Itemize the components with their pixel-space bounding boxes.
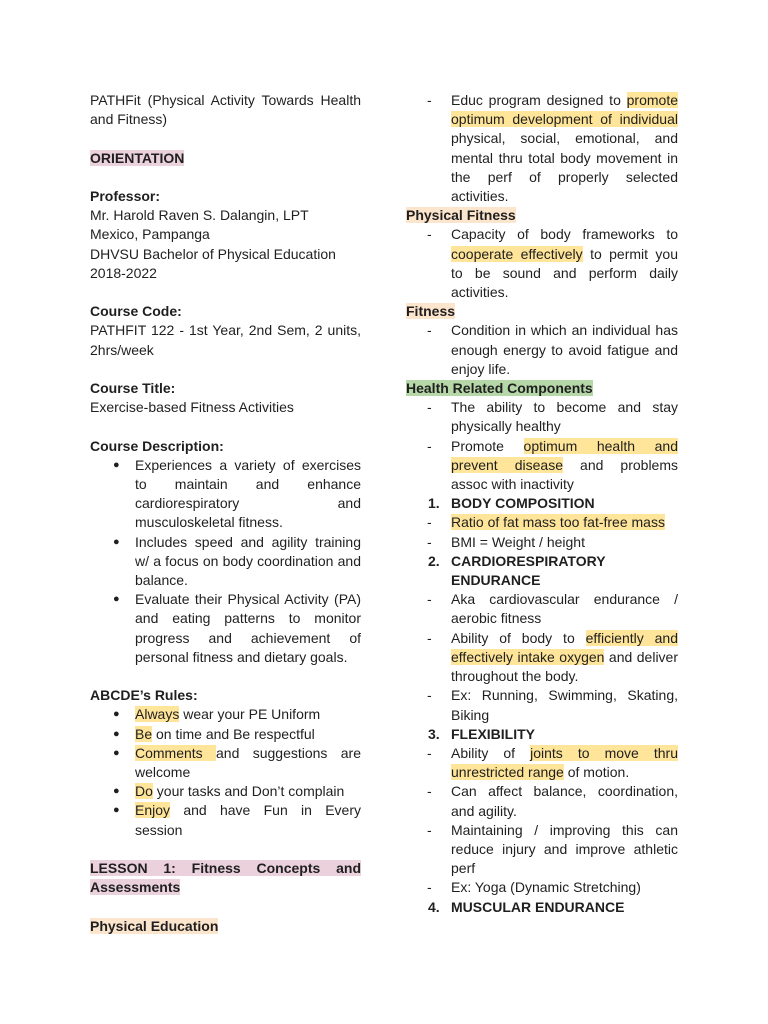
fitness-definition: - Condition in which an individual has enough energy to avoid fatigue and enjoy life. (406, 321, 678, 379)
rule-item: ● Enjoy and have Fun in Every session (90, 801, 361, 839)
professor-label: Professor: (90, 187, 161, 204)
hrc-item: - The ability to become and stay physically healthy (406, 398, 678, 436)
course-description-item: ● Experiences a variety of exercises to maintain and enhance cardiorespiratory and musculoskeletal fitness. (90, 456, 361, 533)
component-item: - Maintaining / improving this can reduce injury and improve athletic perf (406, 821, 678, 879)
component-heading: 4. MUSCULAR ENDURANCE (428, 898, 625, 915)
course-description-item: ● Includes speed and agility training w/ a focus on body coordination and balance. (90, 533, 361, 591)
component-item: - Can affect balance, coordination, and agility. (406, 782, 678, 820)
course-description-label: Course Description: (90, 437, 224, 454)
right-column (406, 91, 678, 917)
component-heading: 1. BODY COMPOSITION (428, 495, 595, 512)
component-item: - Ratio of fat mass too fat-free mass (406, 513, 678, 532)
intro-line-1: PATHFit (Physical Activity Towards Health (90, 92, 361, 108)
component-heading: 3. FLEXIBILITY (428, 725, 535, 742)
intro-title-2: and Fitness) (90, 111, 168, 128)
rule-item: ● Always wear your PE Uniform (90, 705, 361, 724)
lesson-heading-2: Assessments (90, 879, 181, 896)
component-heading: 2. CARDIORESPIRATORY ENDURANCE (428, 552, 606, 589)
rule-item: ● Be on time and Be respectful (90, 725, 361, 744)
hrc-item: - Promote optimum health and prevent disease and problems assoc with inactivity (406, 437, 678, 495)
fitness-heading: Fitness (406, 303, 456, 320)
rule-item: ● Do your tasks and Don’t complain (90, 782, 361, 801)
left-column (90, 91, 361, 936)
lesson-heading: LESSON 1: Fitness Concepts and (90, 860, 361, 877)
intro-title (90, 91, 361, 110)
professor-degree: DHVSU Bachelor of Physical Education (90, 245, 336, 262)
component-item: - BMI = Weight / height (406, 533, 678, 552)
course-code: PATHFIT 122 - 1st Year, 2nd Sem, 2 units, 2hrs/week (90, 322, 361, 358)
health-related-components-heading: Health Related Components (406, 380, 593, 397)
physical-fitness-heading: Physical Fitness (406, 207, 516, 224)
professor-years: 2018-2022 (90, 264, 157, 281)
component-item: - Ability of joints to move thru unrestricted range of motion. (406, 744, 678, 782)
component-item: - Ex: Running, Swimming, Skating, Biking (406, 686, 678, 724)
component-item: - Ex: Yoga (Dynamic Stretching) (406, 878, 678, 897)
professor-location: Mexico, Pampanga (90, 226, 210, 243)
component-item: - Aka cardiovascular endurance / aerobic fitness (406, 590, 678, 628)
course-code-label: Course Code: (90, 303, 182, 320)
pf-definition: - Capacity of body frameworks to cooperate effectively to permit you to be sound and perform daily activities. (406, 225, 678, 302)
orientation-heading: ORIENTATION (90, 149, 185, 166)
rules-label: ABCDE’s Rules: (90, 687, 198, 704)
course-title-label: Course Title: (90, 379, 176, 396)
component-item: - Ability of body to efficiently and effectively intake oxygen and deliver throughout the body. (406, 629, 678, 687)
course-description-item: ● Evaluate their Physical Activity (PA) and eating patterns to monitor progress and achievement of personal fitness and dietary goals. (90, 590, 361, 667)
rule-item: ● Comments and suggestions are welcome (90, 744, 361, 782)
pe-definition: - Educ program designed to promote optimum development of individual physical, social, emotional, and mental thru total body movement in the perf of properly selected activities. (406, 91, 678, 206)
professor-name: Mr. Harold Raven S. Dalangin, LPT (90, 207, 309, 224)
physical-education-heading: Physical Education (90, 917, 219, 934)
course-title: Exercise-based Fitness Activities (90, 399, 294, 416)
